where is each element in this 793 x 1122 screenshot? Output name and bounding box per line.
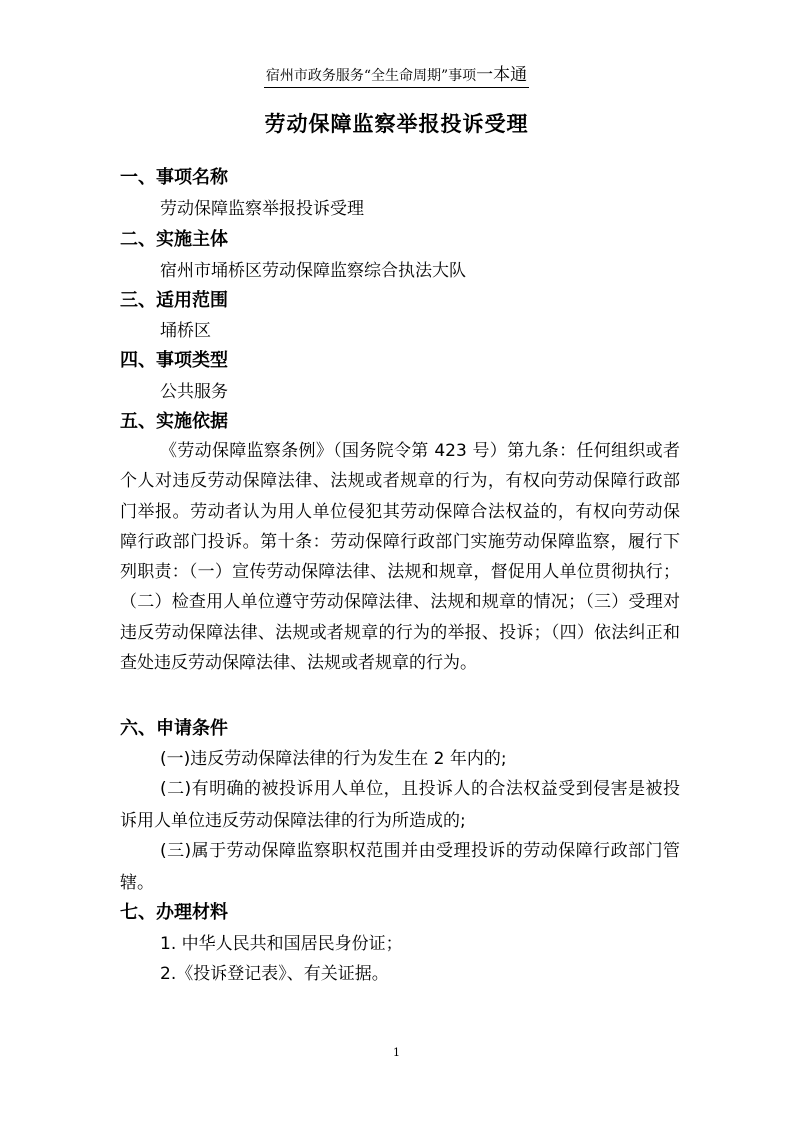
material-item-1: 1. 中华人民共和国居民身份证； [160, 934, 403, 954]
section-value-basis: 《劳动保障监察条例》（国务院令第 423 号）第九条：任何组织或者个人对违反劳动保障法律、法规或者规章的行为，有权向劳动保障行政部门举报。劳动者认为用人单位侵犯其劳动保障合法权益的，有权向劳动保障行政部门投诉。第十条：劳动保障行政部门实施劳动保障监察，履行下列职责：（一）宣传劳动保障法律、法规和规章，督促用人单位贯彻执行；（二）检查用人单位遵守劳动保障法律、法规和规章的情况；（三）受理对违反劳动保障法律、法规或者规章的行为的举报、投诉；（四）依法纠正和查处违反劳动保障法律、法规或者规章的行为。 [120, 441, 680, 674]
section-value-name: 劳动保障监察举报投诉受理 [160, 199, 364, 219]
section-heading-name: 一、事项名称 [120, 167, 228, 188]
section-heading-conditions: 六、申请条件 [120, 718, 228, 739]
header-text [264, 60, 529, 88]
section-heading-basis: 五、实施依据 [120, 411, 228, 432]
condition-item-1: (一)违反劳动保障法律的行为发生在 2 年内的; [160, 749, 507, 769]
condition-item-2: (二)有明确的被投诉用人单位，且投诉人的合法权益受到侵害是被投诉用人单位违反劳动保障法律的行为所造成的; [120, 779, 680, 831]
header-text-main: 宿州市政务服务“全生命周期”事项 [265, 68, 477, 84]
section-value-type: 公共服务 [160, 382, 228, 402]
page-header [0, 60, 793, 88]
document-title: 劳动保障监察举报投诉受理 [264, 112, 529, 136]
section-value-agency: 宿州市埇桥区劳动保障监察综合执法大队 [160, 261, 466, 281]
section-heading-agency: 二、实施主体 [120, 229, 228, 250]
section-heading-materials: 七、办理材料 [120, 902, 228, 923]
header-text-big: 一本通 [476, 65, 528, 85]
section-value-scope: 埇桥区 [160, 321, 211, 341]
page-number: 1 [393, 1046, 400, 1059]
condition-item-3: (三)属于劳动保障监察职权范围并由受理投诉的劳动保障行政部门管辖。 [120, 841, 680, 893]
section-heading-type: 四、事项类型 [120, 350, 228, 371]
material-item-2: 2.《投诉登记表》、有关证据。 [160, 964, 389, 984]
section-heading-scope: 三、适用范围 [120, 290, 228, 311]
